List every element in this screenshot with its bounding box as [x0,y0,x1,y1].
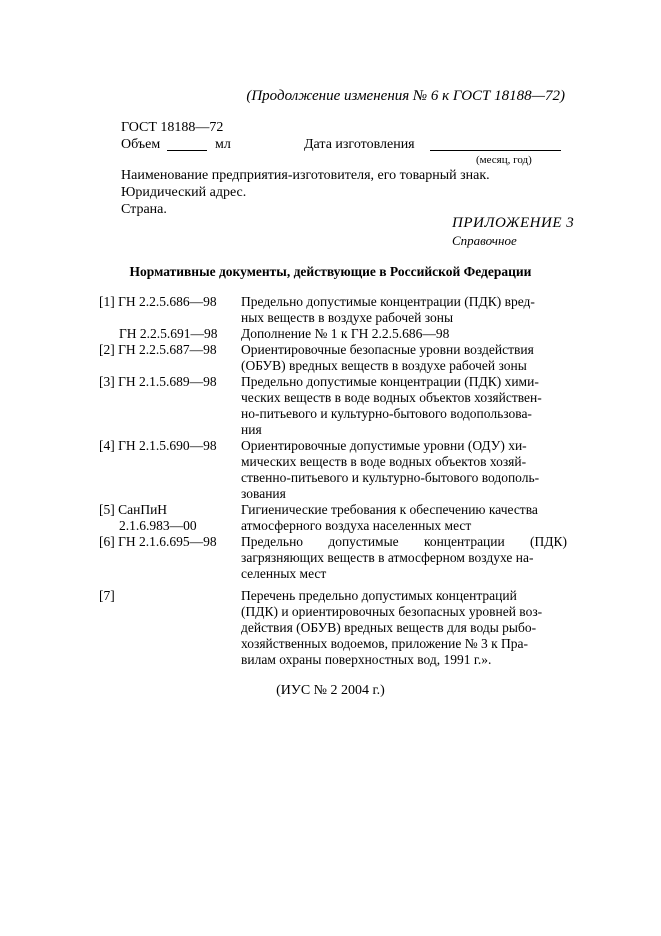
list-item [99,534,567,582]
label-date: Дата изготовления [304,137,415,152]
label-manufacturer: Наименование предприятия-изготовителя, его товарный знак. [121,168,490,183]
doc-ref: [7] [99,588,115,603]
doc-desc: Дополнение № 1 к ГН 2.2.5.686—98 [241,326,450,341]
doc-desc: Предельно допустимые концентрации (ПДК) вред- ных веществ в воздухе рабочей зоны [241,294,535,325]
continuation-title: (Продолжение изменения № 6 к ГОСТ 18188—72) [246,88,565,104]
label-standard: ГОСТ 18188—72 [121,120,224,135]
label-date-note: (месяц, год) [476,154,532,166]
doc-ref: [3] ГН 2.1.5.689—98 [99,374,217,389]
doc-ref: [5] СанПиН 2.1.6.983—00 [99,502,197,533]
label-volume-unit: мл [215,137,231,152]
doc-ref: [4] ГН 2.1.5.690—98 [99,438,217,453]
list-item [99,438,567,502]
label-country: Страна. [121,202,167,217]
doc-desc: Предельно допустимые концентрации (ПДК) хими- ческих веществ в воде водных объектов хозяйствен- но-питьевого и культурно-бытового водопользова- ния [241,374,542,437]
doc-desc: Ориентировочные допустимые уровни (ОДУ) хи- мических веществ в воде водных объектов хозяй- ственно-питьевого и культурно-бытового водополь- зования [241,438,540,501]
list-item [99,588,567,668]
list-item [99,294,567,326]
label-address: Юридический адрес. [121,185,247,200]
list-item [99,502,567,534]
volume-blank-line [167,150,207,151]
doc-ref: [2] ГН 2.2.5.687—98 [99,342,217,357]
doc-desc: Предельно допустимые концентрации (ПДК) загрязняющих веществ в атмосферном воздухе на- селенных мест [241,534,567,581]
appendix-title: ПРИЛОЖЕНИЕ 3 [452,215,575,231]
documents-list [99,294,567,668]
doc-ref: [6] ГН 2.1.6.695—98 [99,534,217,549]
list-item [99,326,567,342]
appendix-note: Справочное [452,233,517,248]
doc-desc: Ориентировочные безопасные уровни воздействия (ОБУВ) вредных веществ в воздухе рабочей зоны [241,342,534,373]
list-item [99,374,567,438]
doc-ref: [1] ГН 2.2.5.686—98 [99,294,217,309]
doc-ref: ГН 2.2.5.691—98 [119,326,218,341]
date-blank-line [430,150,561,151]
list-item [99,342,567,374]
section-heading: Нормативные документы, действующие в Российской Федерации [129,264,532,279]
footer-note: (ИУС № 2 2004 г.) [276,683,385,698]
doc-desc: Перечень предельно допустимых концентраций (ПДК) и ориентировочных безопасных уровней воз- действия (ОБУВ) вредных веществ для воды рыбо- хозяйственных водоемов, приложение № 3 к Пра- вилам охраны поверхностных вод, 1991 г.». [241,588,543,667]
label-volume: Объем [121,137,161,152]
doc-desc: Гигиенические требования к обеспечению качества атмосферного воздуха населенных мест [241,502,538,533]
